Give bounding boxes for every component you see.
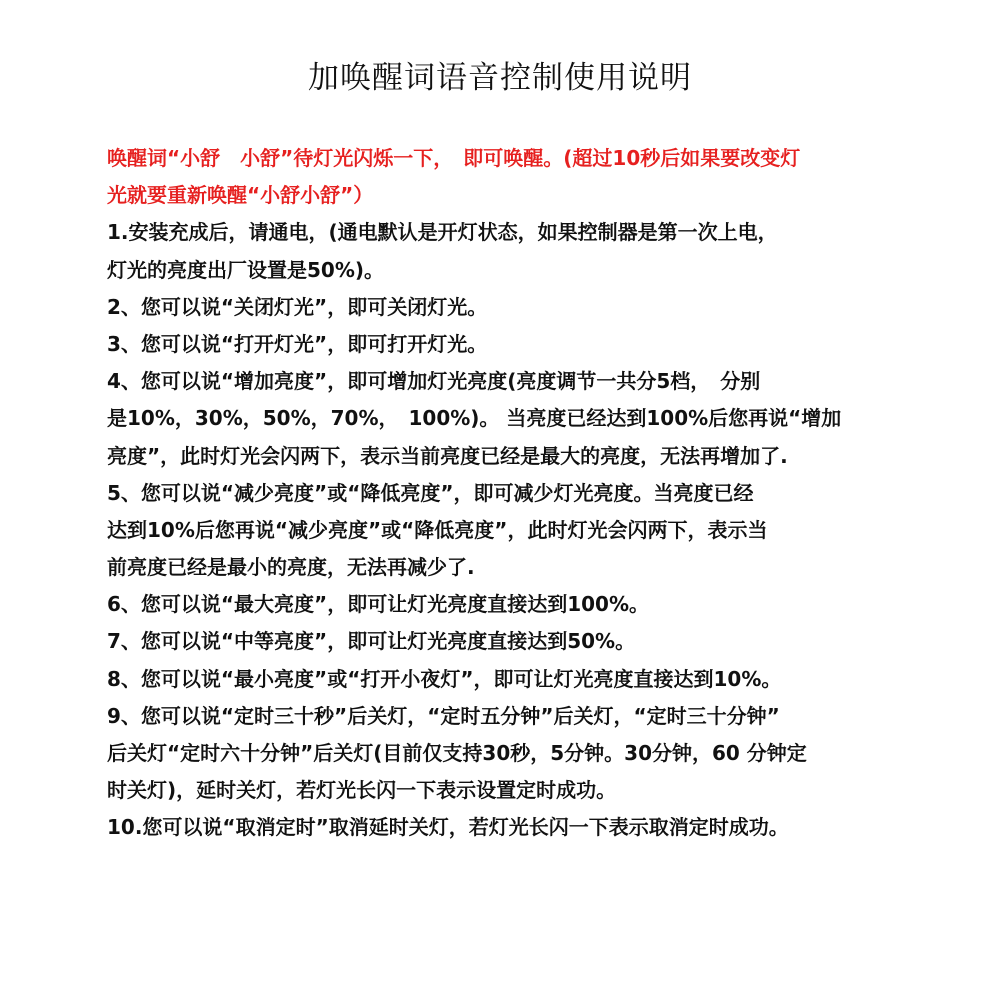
instruction-6: 6、您可以说“最大亮度”，即可让灯光亮度直接达到100%。 bbox=[107, 592, 649, 617]
instruction-2: 2、您可以说“关闭灯光”，即可关闭灯光。 bbox=[107, 294, 488, 319]
instruction-5-line-3: 前亮度已经是最小的亮度，无法再减少了. bbox=[107, 555, 475, 580]
instruction-4-line-1: 4、您可以说“增加亮度”，即可增加灯光亮度(亮度调节一共分5档， 分别 bbox=[107, 369, 761, 394]
instruction-1-line-1: 1.安装充成后，请通电，(通电默认是开灯状态，如果控制器是第一次上电， bbox=[107, 220, 778, 245]
instruction-5-line-1: 5、您可以说“减少亮度”或“降低亮度”，即可减少灯光亮度。当亮度已经 bbox=[107, 480, 754, 505]
page-title: 加唤醒词语音控制使用说明 bbox=[308, 60, 692, 96]
wake-word-note-line-1: 唤醒词“小舒 小舒”待灯光闪烁一下， 即可唤醒。(超过10秒后如果要改变灯 bbox=[107, 146, 801, 170]
instruction-9-line-1: 9、您可以说“定时三十秒”后关灯，“定时五分钟”后关灯，“定时三十分钟” bbox=[107, 703, 780, 728]
instruction-4-line-2: 是10%，30%，50%，70%， 100%)。 当亮度已经达到100%后您再说“增加 bbox=[107, 406, 842, 431]
instruction-5-line-2: 达到10%后您再说“减少亮度”或“降低亮度”，此时灯光会闪两下，表示当 bbox=[107, 517, 768, 542]
instruction-1-line-2: 灯光的亮度出厂设置是50%)。 bbox=[107, 257, 385, 282]
wake-word-note-line-2: 光就要重新唤醒“小舒小舒”） bbox=[107, 183, 374, 208]
instruction-3: 3、您可以说“打开灯光”，即可打开灯光。 bbox=[107, 331, 488, 356]
instruction-7: 7、您可以说“中等亮度”，即可让灯光亮度直接达到50%。 bbox=[107, 629, 636, 654]
instruction-10: 10.您可以说“取消定时”取消延时关灯，若灯光长闪一下表示取消定时成功。 bbox=[107, 815, 789, 840]
instruction-9-line-3: 时关灯)，延时关灯，若灯光长闪一下表示设置定时成功。 bbox=[107, 778, 617, 803]
instruction-8: 8、您可以说“最小亮度”或“打开小夜灯”，即可让灯光亮度直接达到10%。 bbox=[107, 666, 782, 691]
instructions-body bbox=[107, 140, 937, 847]
instruction-9-line-2: 后关灯“定时六十分钟”后关灯(目前仅支持30秒，5分钟。30分钟，60 分钟定 bbox=[107, 741, 807, 765]
instruction-4-line-3: 亮度”，此时灯光会闪两下，表示当前亮度已经是最大的亮度，无法再增加了. bbox=[107, 443, 788, 468]
